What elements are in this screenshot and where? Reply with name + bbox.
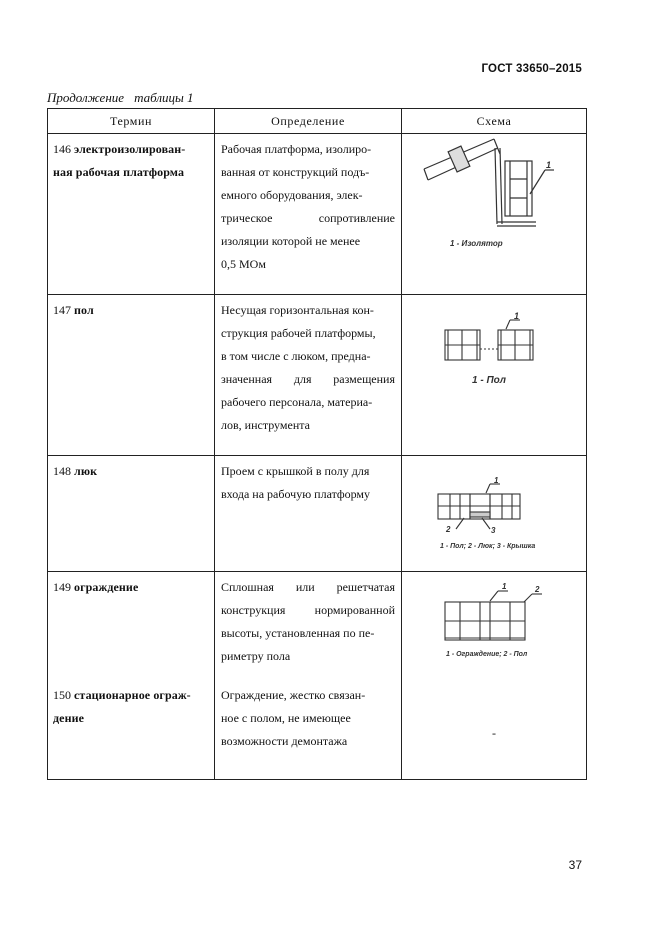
term-text: ная рабочая платформа (53, 165, 185, 179)
term-number: 146 (53, 142, 71, 156)
scheme-cell (402, 680, 587, 780)
callout-label: 2 (446, 525, 451, 534)
term-text: пол (74, 303, 94, 317)
callout-label: 1 (546, 160, 552, 170)
definition-line: Сплошная или решетчатая (221, 580, 395, 594)
definition-cell (215, 295, 402, 456)
definition-line: рабочего персонала, материа- (221, 395, 373, 409)
definition-line: Ограждение, жестко связан- (221, 687, 366, 702)
table-row (48, 572, 587, 680)
term-number: 147 (53, 303, 71, 317)
definition-line: риметру пола (221, 649, 291, 663)
header-scheme: Схема (402, 109, 587, 134)
table-row (48, 680, 587, 780)
term-cell (48, 572, 215, 680)
scheme-caption: 1 - Изолятор (450, 239, 503, 248)
term-cell (48, 134, 215, 295)
definition-line: Проем с крышкой в полу для (221, 464, 370, 478)
hatch-diagram (402, 456, 587, 571)
caption-continuation: Продолжение (47, 90, 125, 105)
definition-line: емного оборудования, элек- (221, 188, 363, 202)
callout-label: 1 (502, 582, 507, 591)
standard-number: ГОСТ 33650–2015 (481, 63, 582, 75)
definition-line: струкция рабочей платформы, (221, 326, 376, 340)
definition-cell (215, 456, 402, 572)
definition-line: изоляции которой не менее (221, 234, 361, 248)
terms-table (47, 108, 587, 780)
callout-label: 1 (494, 476, 499, 485)
fencing-diagram (402, 572, 587, 679)
definition-line: высоты, установленная по пе- (221, 626, 375, 640)
table-row (48, 456, 587, 572)
term-text: ограждение (74, 580, 139, 594)
definition-line: лов, инструмента (221, 418, 310, 432)
definition-line: 0,5 МОм (221, 257, 266, 271)
page-number: 37 (568, 858, 582, 872)
term-cell (48, 456, 215, 572)
caption-table-ref: таблицы 1 (134, 90, 194, 105)
header-definition: Определение (215, 109, 402, 134)
definition-cell (215, 680, 402, 780)
table-row (48, 295, 587, 456)
table-header-row (48, 109, 587, 134)
definition-line: ное с полом, не имеющее (221, 710, 351, 725)
callout-label: 3 (491, 526, 496, 535)
floor-diagram (402, 295, 587, 455)
definition-line: в том числе с люком, предна- (221, 349, 371, 363)
definition-line: Рабочая платформа, изолиро- (221, 142, 372, 156)
term-text: люк (74, 464, 98, 478)
insulated-platform-diagram (402, 134, 587, 294)
definition-cell (215, 134, 402, 295)
term-number: 149 (53, 580, 71, 594)
definition-line: входа на рабочую платформу (221, 487, 371, 501)
scheme-caption: 1 - Пол; 2 - Люк; 3 - Крышка (440, 543, 536, 550)
scheme-cell (402, 572, 587, 680)
scheme-caption: 1 - Пол (472, 375, 506, 386)
term-cell (48, 295, 215, 456)
callout-label: 1 (514, 311, 520, 321)
scheme-caption: 1 - Ограждение; 2 - Пол (446, 651, 528, 658)
table-row (48, 134, 587, 295)
term-number: 148 (53, 464, 71, 478)
definition-line: ванная от конструкций подъ- (221, 165, 370, 179)
definition-line: возможности демонтажа (221, 733, 348, 748)
scheme-empty: - (492, 725, 496, 740)
definition-line: трическое сопротивление (221, 211, 395, 225)
callout-label: 2 (535, 585, 540, 594)
term-cell (48, 680, 215, 780)
scheme-cell (402, 456, 587, 572)
term-text: стационарное ограж- (74, 687, 191, 702)
term-text: дение (53, 710, 85, 725)
term-number: 150 (53, 687, 71, 702)
definition-line: Несущая горизонтальная кон- (221, 303, 374, 317)
definition-line: значенная для размещения (221, 372, 395, 386)
scheme-cell (402, 134, 587, 295)
definition-cell (215, 572, 402, 680)
term-text: электроизолирован- (74, 142, 186, 156)
table-caption (47, 90, 194, 106)
scheme-cell (402, 295, 587, 456)
header-term: Термин (48, 109, 215, 134)
definition-line: конструкция нормированной (221, 603, 395, 617)
